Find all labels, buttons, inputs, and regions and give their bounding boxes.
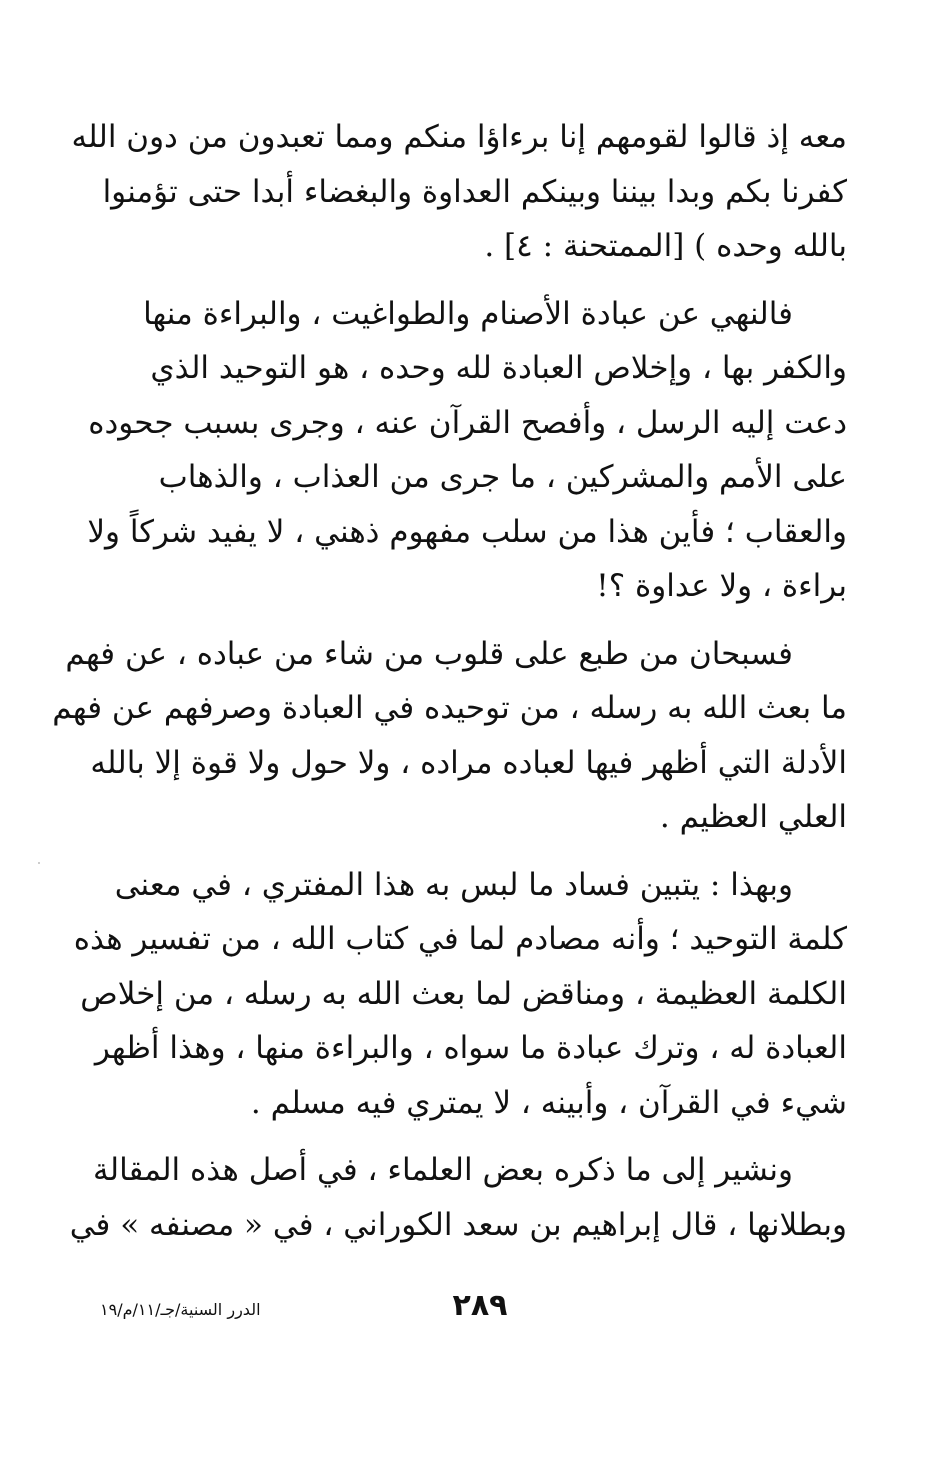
text-line: معه إذ قالوا لقومهم إنا برءاؤا منكم ومما تعبدون من دون الله [71,119,847,155]
paragraph [87,287,847,614]
text-line: والكفر بها ، وإخلاص العبادة لله وحده ، هو التوحيد الذي [150,350,847,386]
text-line: بالله وحده ) [الممتحنة : ٤] . [484,228,847,264]
text-line: كلمة التوحيد ؛ وأنه مصادم لما في كتاب الله ، من تفسير هذه [73,921,847,957]
footer-reference-text: الدرر السنية/جـ/١١/م/١٩ [100,1300,261,1319]
page-number: ٢٨٩ [452,1288,508,1323]
text-line: فسبحان من طبع على قلوب من شاء من عباده ، عن فهم [65,635,793,672]
text-line: العلي العظيم . [659,799,847,835]
text-line: شيء في القرآن ، وأبينه ، لا يمتري فيه مسلم . [250,1084,847,1121]
text-line: براءة ، ولا عداوة ؟! [596,568,847,604]
text-line: فالنهي عن عبادة الأصنام والطواغيت ، والبراءة منها [143,295,793,332]
text-line: ونشير إلى ما ذكره بعض العلماء ، في أصل هذه المقالة [93,1152,793,1188]
text-line: وبهذا : يتبين فساد ما لبس به هذا المفتري ، في معنى [114,866,793,903]
text-line: العبادة له ، وترك عبادة ما سواه ، والبراءة منها ، وهذا أظهر [94,1030,847,1066]
paragraph [69,1143,847,1252]
footer-reference [100,1300,320,1319]
text-line: وبطلانها ، قال إبراهيم بن سعد الكوراني ، في « مصنفه » في [69,1206,847,1243]
text-line: الكلمة العظيمة ، ومناقض لما بعث الله به رسله ، من إخلاص [80,975,847,1012]
text-line: الأدلة التي أظهر فيها لعباده مراده ، ولا حول ولا قوة إلا بالله [90,744,847,781]
body-text [52,110,847,1265]
text-line: كفرنا بكم وبدا بيننا وبينكم العداوة والبغضاء أبدا حتى تؤمنوا [102,173,847,210]
paragraph [52,627,847,845]
text-line: على الأمم والمشركين ، ما جرى من العذاب ، والذهاب [158,459,847,495]
text-line: دعت إليه الرسل ، وأفصح القرآن عنه ، وجرى بسبب جحوده [88,404,847,441]
paragraph [73,858,847,1131]
text-line: والعقاب ؛ فأين هذا من سلب مفهوم ذهني ، لا يفيد شركاً ولا [87,513,847,550]
text-line: ما بعث الله به رسله ، من توحيده في العبادة وصرفهم عن فهم [52,690,847,726]
scan-speck [38,862,40,864]
paragraph [71,110,847,274]
